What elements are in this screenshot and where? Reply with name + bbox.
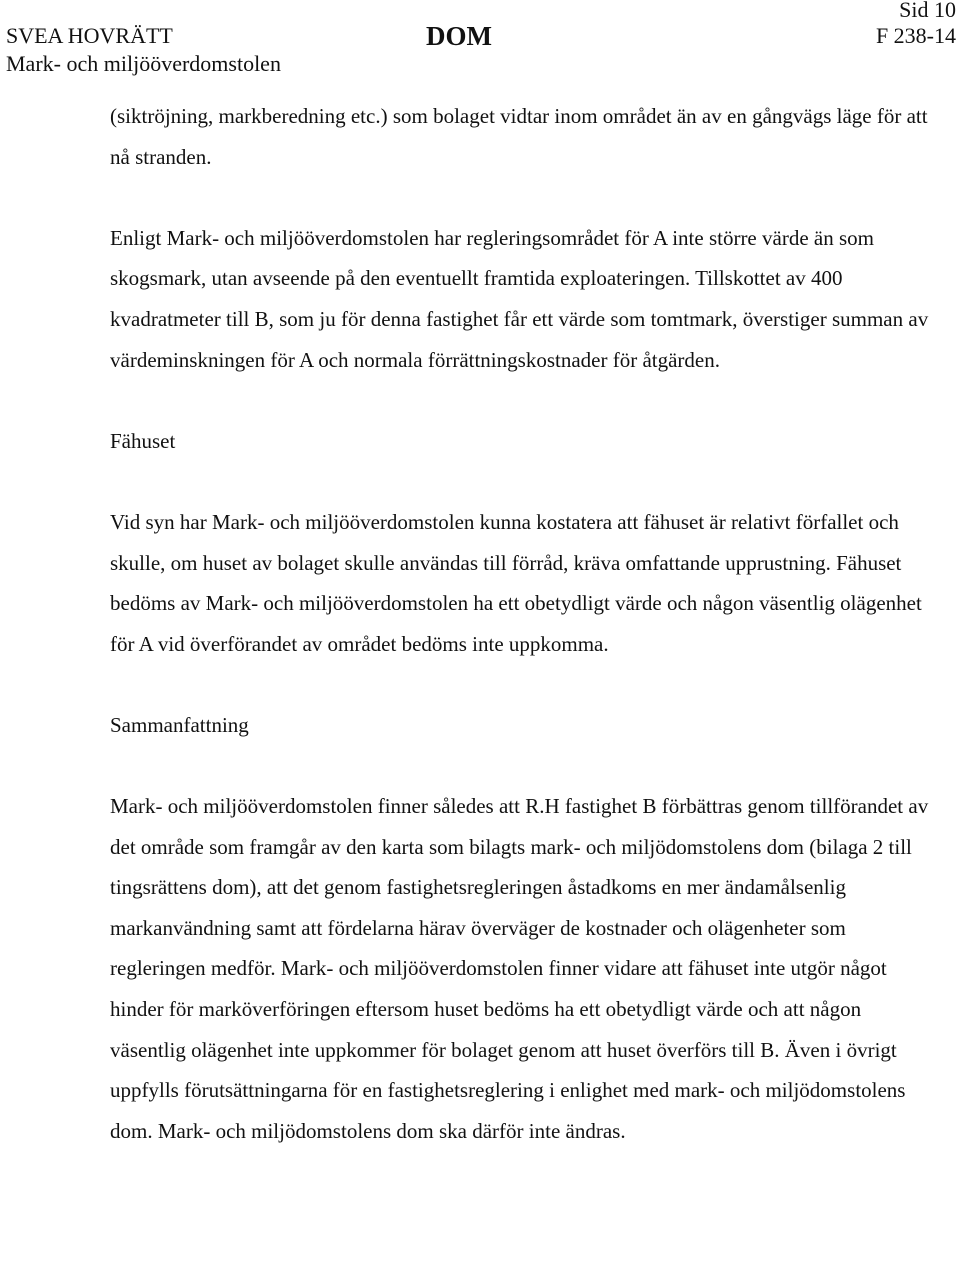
- court-division: Mark- och miljööverdomstolen: [6, 51, 281, 76]
- case-number: F 238-14: [875, 23, 956, 48]
- page-number: Sid 10: [899, 0, 956, 22]
- paragraph-fahuset: Vid syn har Mark- och miljööverdomstolen kunna kostatera att fähuset är relativt förfallet och skulle, om huset av bolaget skulle användas till förråd, kräva omfattande upprustning. Fähuset bedöms av Mark- och miljööverdomstolen ha ett obetydligt värde och någon väsentlig olägenhet för A vid överförandet av området bedöms inte uppkomma.: [110, 509, 922, 656]
- paragraph-summary: Mark- och miljööverdomstolen finner således att R.H fastighet B förbättras genom tillförandet av det område som framgår av den karta som bilagts mark- och miljödomstolens dom (bilaga 2 till tingsrättens dom), att det genom fastighetsregleringen åstadkoms en mer ändamålsenlig markanvändning samt att fördelarna härav överväger de kostnader och olägenheter som regleringen medför. Mark- och miljööverdomstolen finner vidare att fähuset inte utgör något hinder för marköverföringen eftersom huset bedöms ha ett obetydligt värde och att någon väsentlig olägenhet inte uppkommer för bolaget genom att huset överförs till B. Även i övrigt uppfylls förutsättningarna för en fastighetsreglering i enlighet med mark- och miljödomstolens dom. Mark- och miljödomstolens dom ska därför inte ändras.: [110, 794, 929, 1143]
- heading-sammanfattning: Sammanfattning: [110, 712, 249, 737]
- document-body: [110, 96, 940, 1151]
- paragraph-continuation: (siktröjning, markberedning etc.) som bolaget vidtar inom området än av en gångvägs läge för att nå stranden.: [110, 104, 928, 169]
- document-type: DOM: [426, 21, 492, 51]
- heading-fahuset: Fähuset: [110, 428, 176, 453]
- court-name: SVEA HOVRÄTT: [6, 23, 173, 48]
- document-header: [6, 22, 956, 78]
- paragraph-valuation: Enligt Mark- och miljööverdomstolen har regleringsområdet för A inte större värde än som skogsmark, utan avseende på den eventuellt framtida exploateringen. Tillskottet av 400 kvadratmeter till B, som ju för denna fastighet får ett värde som tomtmark, överstiger summan av värdeminskningen för A och normala förrättningskostnader för åtgärden.: [110, 225, 929, 372]
